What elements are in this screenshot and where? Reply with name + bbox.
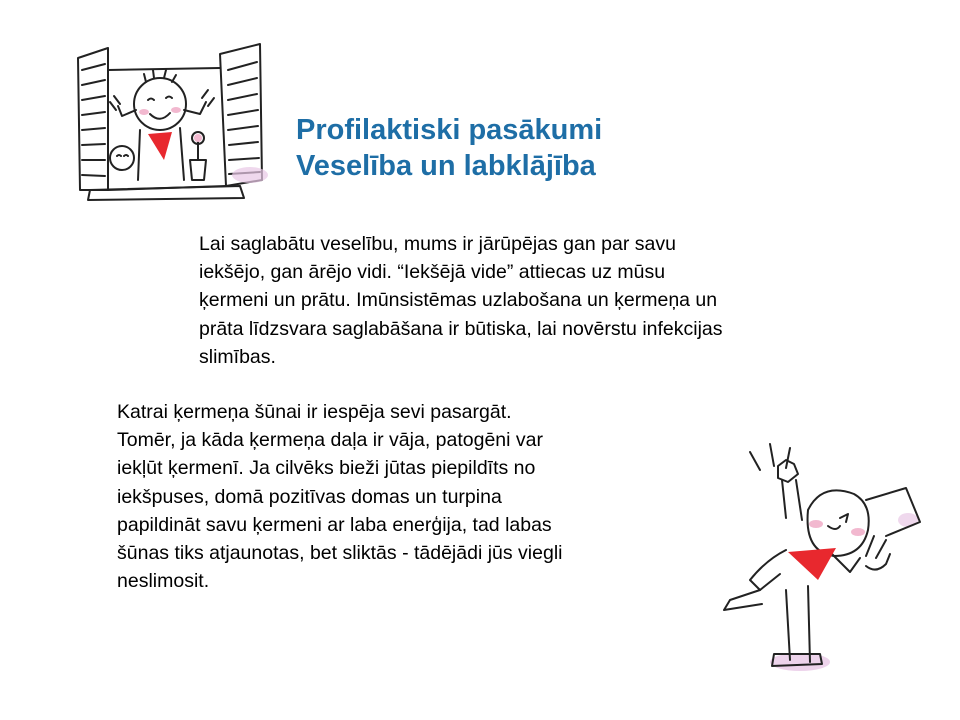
text-line: neslimosit. — [117, 570, 210, 593]
text-line: iekšpuses, domā pozitīvas domas un turpina — [117, 485, 502, 508]
text-line: papildināt savu ķermeni ar laba enerģija, tad labas — [117, 513, 552, 536]
text-line: Katrai ķermeņa šūnai ir iespēja sevi pasargāt. — [117, 401, 512, 423]
paragraph-inner-environment — [199, 230, 859, 371]
title-line-1: Profilaktiski pasākumi — [296, 114, 603, 146]
text-line: iekšējo, gan ārējo vidi. “Iekšējā vide” attiecas uz mūsu — [199, 261, 666, 284]
energetic-person-illustration — [690, 440, 950, 690]
window-person-illustration — [60, 40, 280, 210]
text-line: ķermeni un prātu. Imūnsistēmas uzlabošana un ķermeņa un — [199, 289, 718, 312]
text-line: slimības. — [199, 345, 276, 368]
title-line-2: Veselība un labklājība — [296, 150, 596, 182]
text-line: šūnas tiks atjaunotas, bet sliktās - tādējādi jūs viegli — [117, 542, 563, 565]
text-line: prāta līdzsvara saglabāšana ir būtiska, lai novērstu infekcijas — [199, 317, 723, 340]
text-line: Tomēr, ja kāda ķermeņa daļa ir vāja, patogēni var — [117, 429, 543, 452]
paragraph-cell-protection — [117, 398, 677, 595]
text-line: iekļūt ķermenī. Ja cilvēks bieži jūtas piepildīts no — [117, 457, 536, 480]
text-line: Lai saglabātu veselību, mums ir jārūpējas gan par savu — [199, 233, 676, 255]
page-title — [296, 112, 856, 184]
